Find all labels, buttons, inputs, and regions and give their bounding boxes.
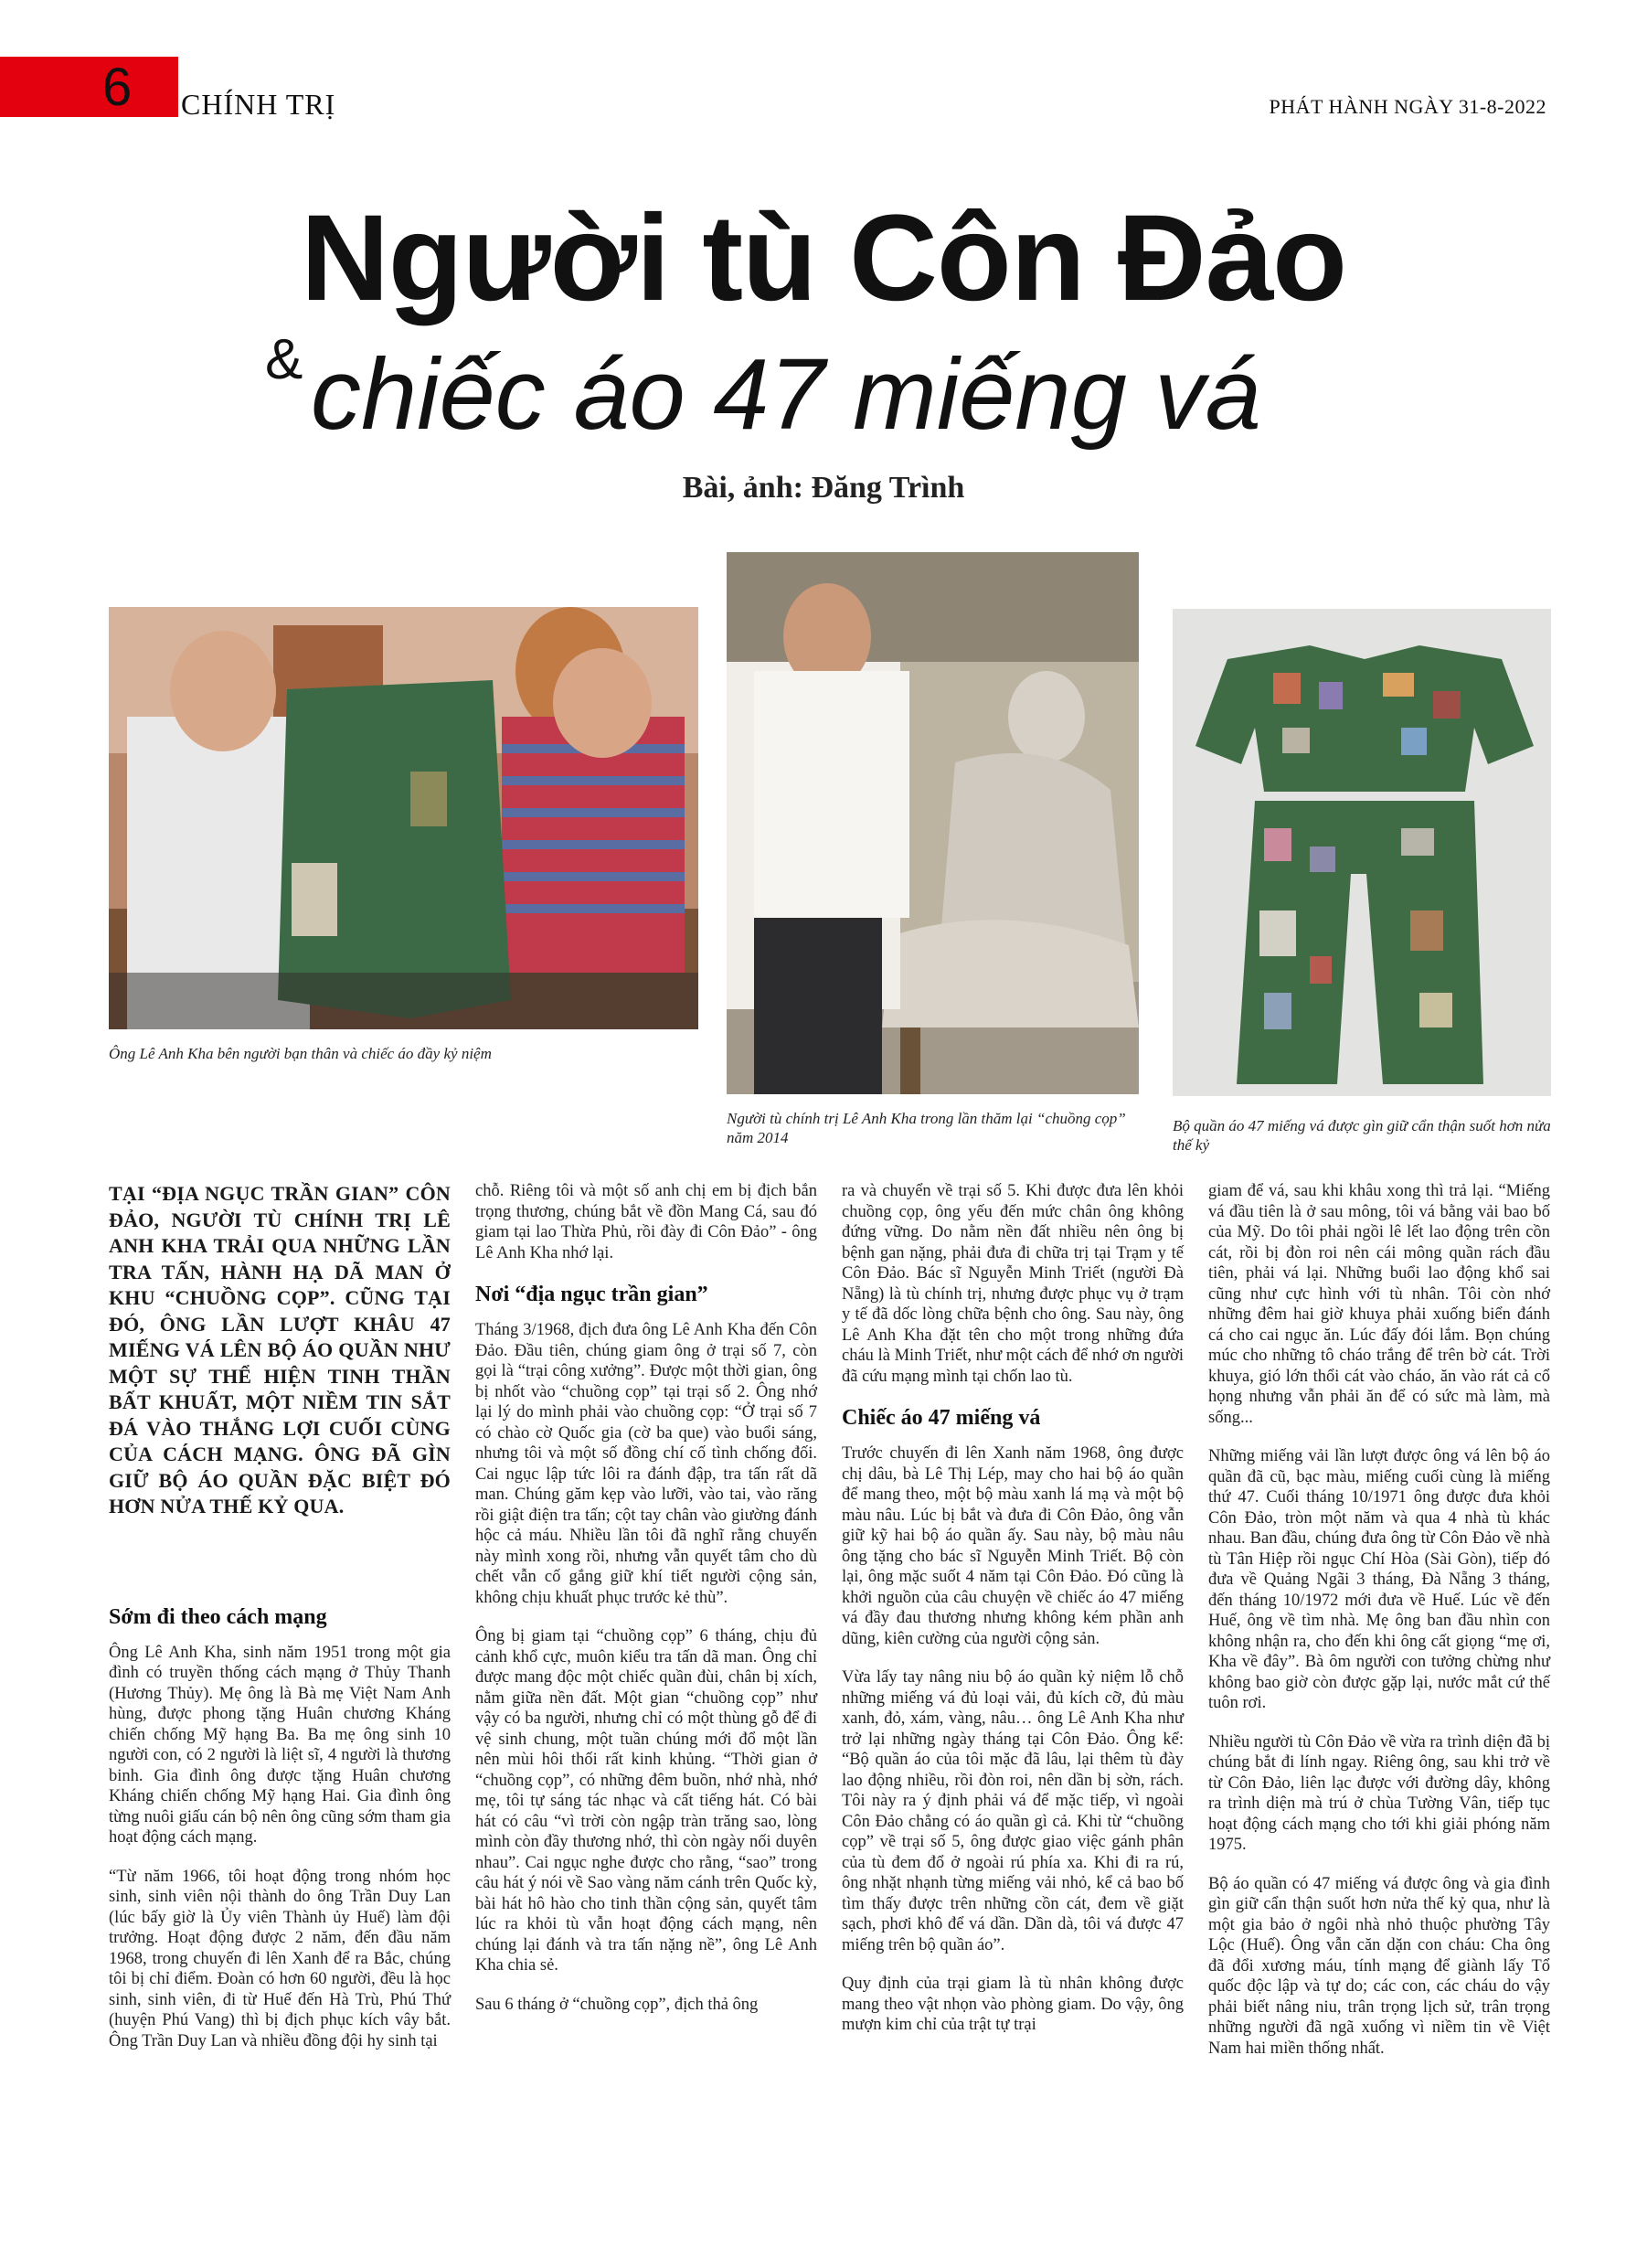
column-1 [109, 1181, 451, 2070]
paragraph: Bộ áo quần có 47 miếng vá được ông và gia đình gìn giữ cẩn thận suốt hơn nửa thế kỷ qua, như là một gia bảo ở ngôi nhà nhỏ thuộc phường Tây Lộc (Huế). Ông vẫn căn dặn con cháu: Cha ông đã đổi xương máu, tính mạng để giành lấy Tổ quốc độc lập và tự do; các con, các cháu do vậy phải biết nâng niu, trân trọng lịch sử, trân trọng những người đã ngã xuống vì niềm tin về Việt Nam hai miền thống nhất. [1208, 1874, 1550, 2058]
paragraph: Ông bị giam tại “chuồng cọp” 6 tháng, chịu đủ cảnh khổ cực, muôn kiểu tra tấn dã man. Ông chỉ được mang độc một chiếc quần đùi, chân bị xích, nằm giữa nền đất. Một gian “chuồng cọp” như vậy có ba người, nhưng chỉ có một thùng gỗ để đi vệ sinh chung, một tuần chúng mới đổ một lần nên mùi hôi thối rất kinh khủng. “Thời gian ở “chuồng cọp”, có những đêm buồn, nhớ nhà, nhớ mẹ, tôi tự sáng tác nhạc và cất tiếng hát. Có bài hát có câu “vì trời còn ngập tràn trăng sao, lòng mình còn đầy thương nhớ, thì còn ngày nối duyên nhau”. Cai ngục nghe được cho rằng, “sao” trong câu hát ý nói về Sao vàng năm cánh trên Quốc kỳ, bài hát hô hào cho tinh thần cộng sản, quyết tâm lúc ra khỏi tù vẫn hoạt động cách mạng, nên chúng lại đánh và tra tấn nặng nề”, ông Lê Anh Kha chia sẻ. [475, 1627, 817, 1975]
paragraph: Quy định của trại giam là tù nhân không được mang theo vật nhọn vào phòng giam. Do vậy, ông mượn kim chỉ của trật tự trại [842, 1975, 1184, 2034]
photo-caption-3: Bộ quần áo 47 miếng vá được gìn giữ cẩn thận suốt hơn nửa thế kỷ [1173, 1117, 1551, 1154]
issue-date: PHÁT HÀNH NGÀY 31-8-2022 [1269, 95, 1546, 118]
subhead-early-revolution: Sớm đi theo cách mạng [109, 1604, 327, 1629]
byline: Bài, ảnh: Đăng Trình [682, 471, 965, 505]
photo-caption-1: Ông Lê Anh Kha bên người bạn thân và chiếc áo đầy kỷ niệm [109, 1045, 492, 1062]
subhead-hell-on-earth: Nơi “địa ngục trần gian” [475, 1283, 708, 1306]
paragraph: ra và chuyển về trại số 5. Khi được đưa lên khỏi chuồng cọp, ông yếu đến mức chân ông không đứng vững. Do nằm nền đất nhiều nên ông bị bệnh gan nặng, phải đưa đi chữa trị tại Trạm y tế Côn Đảo. Bác sĩ Nguyễn Minh Triết (người Đà Nẵng) là tù chính trị, nhưng được phục vụ ở trạm y tế đã dốc lòng chữa bệnh cho ông. Sau này, ông Lê Anh Kha đặt tên cho một trong những đứa cháu là Minh Triết, như một cách để nhớ ơn người đã cứu mạng mình tại chốn lao tù. [842, 1182, 1184, 1386]
column-4 [1208, 1181, 1550, 2077]
photo-patched-clothes [1173, 609, 1551, 1096]
section-name: CHÍNH TRỊ [181, 88, 336, 121]
paragraph: Tháng 3/1968, địch đưa ông Lê Anh Kha đến Côn Đảo. Đầu tiên, chúng giam ông ở trại số 7, còn gọi là “trại công xưởng”. Được một thời gian, ông bị nhốt vào “chuồng cọp” tại trại số 2. Ông nhớ lại lý do mình phải vào chuồng cọp: “Ở trại số 7 có chào cờ Quốc gia (cờ ba que) vào buổi sáng, nhưng tôi và một số đồng chí cố tình chống đối. Cai ngục lập tức lôi ra đánh đập, tra tấn rất dã man. Chúng găm kẹp vào lưỡi, vào tai, vào răng rồi giật điện tra tấn; cột tay chân vào giường đánh hộc cả máu. Nhiều lần tôi đã nghĩ rằng chuyến này mình xong rồi, nhưng vẫn quyết tâm cho dù chết vẫn cố gắng giữ khí tiết người cộng sản, không chịu khuất phục trước kẻ thù”. [475, 1321, 817, 1607]
paragraph: Ông Lê Anh Kha, sinh năm 1951 trong một gia đình có truyền thống cách mạng ở Thủy Thanh (Hương Thủy). Mẹ ông là Bà mẹ Việt Nam Anh hùng, được phong tặng Huân chương Kháng chiến chống Mỹ hạng Ba. Ba mẹ ông sinh 10 người con, có 2 người là liệt sĩ, 4 người là thương binh. Gia đình ông được tặng Huân chương Kháng chiến chống Mỹ hạng Hai. Gia đình ông từng nuôi giấu cán bộ nên ông cũng sớm tham gia hoạt động cách mạng. [109, 1643, 451, 1847]
photo-two-men-with-shirt [109, 607, 698, 1029]
column-2 [475, 1181, 817, 2033]
title-ampersand: & [265, 328, 303, 391]
article-subtitle: chiếc áo 47 miếng vá [311, 338, 1261, 451]
paragraph: Nhiều người tù Côn Đảo về vừa ra trình diện đã bị chúng bắt đi lính ngay. Riêng ông, sau khi trở về từ Côn Đảo, liên lạc được với đường dây, không ra trình diện mà trú ở chùa Tường Vân, tiếp tục hoạt động cách mạng cho tới khi giải phóng năm 1975. [1208, 1732, 1550, 1854]
paragraph: “Từ năm 1966, tôi hoạt động trong nhóm học sinh, sinh viên nội thành do ông Trần Duy Lan (lúc bấy giờ là Ủy viên Thành ủy Huế) làm đội trưởng. Hoạt động được 2 năm, đến đầu năm 1968, trong chuyến đi lên Xanh để ra Bắc, chúng tôi bị chỉ điểm. Đoàn có hơn 60 người, đều là học sinh, sinh viên, đi từ Huế đến Hà Trù, Phú Thứ (huyện Phú Vang) thì bị địch phục kích vây bắt. Ông Trần Duy Lan và nhiều đồng đội hy sinh tại [109, 1867, 451, 2050]
paragraph: Sau 6 tháng ở “chuồng cọp”, địch thả ông [475, 1995, 759, 2014]
paragraph: Vừa lấy tay nâng niu bộ áo quần kỷ niệm lỗ chỗ những miếng vá đủ loại vải, đủ kích cỡ, đủ màu xanh, đỏ, xám, vàng, nâu… ông Lê Anh Kha như trở lại những ngày tháng tại Côn Đảo. Ông kể: “Bộ quần áo của tôi mặc đã lâu, lại thêm tù đày lao động nhiều, rồi đòn roi, nên dần bị sờn, rách. Tôi này ra ý định phải vá để mặc tiếp, vì ngoài Côn Đảo chẳng có áo quần gì cả. Khi từ “chuồng cọp” về trại số 5, ông được giao việc gánh phân của tù đem đổ ở ngoài rú phía xa. Khi đi ra rú, ông nhặt nhạnh từng miếng vải nhỏ, kể cả bao bố tìm thấy được trên những cồn cát, đem về giặt sạch, phơi khô để vá dần. Dần dà, tôi vá được 47 miếng trên bộ quần áo”. [842, 1668, 1184, 1954]
subhead-47-patches: Chiếc áo 47 miếng vá [842, 1406, 1041, 1430]
lead-paragraph: TẠI “ĐỊA NGỤC TRẦN GIAN” CÔN ĐẢO, NGƯỜI TÙ CHÍNH TRỊ LÊ ANH KHA TRẢI QUA NHỮNG LẦN TRA TẤN, HÀNH HẠ DÃ MAN Ở KHU “CHUỒNG CỌP”. CŨNG TẠI ĐÓ, ÔNG LẦN LƯỢT KHÂU 47 MIẾNG VÁ LÊN BỘ ÁO QUẦN NHƯ MỘT SỰ THỂ HIỆN TINH THẦN BẤT KHUẤT, MỘT NIỀM TIN SẮT ĐÁ VÀO THẮNG LỢI CUỐI CÙNG CỦA CÁCH MẠNG. ÔNG ĐÃ GÌN GIỮ BỘ ÁO QUẦN ĐẶC BIỆT ĐÓ HƠN NỬA THẾ KỶ QUA. [109, 1182, 451, 1517]
article-title: Người tù Côn Đảo [301, 190, 1346, 326]
paragraph: giam để vá, sau khi khâu xong thì trả lại. “Miếng vá đầu tiên là ở sau mông, tôi vá bằng vải bao bố của Mỹ. Do tôi phải ngồi lê lết lao động trên cồn cát, rồi bị đòn roi nên cái mông quần rách đầu tiên, phải vá lại. Những buổi lao động khổ sai cũng như cực hình với tù nhân. Tôi còn nhớ những đêm hai giờ khuya phải xuống biển đánh cá cho cai ngục ăn. Lúc đấy đói lắm. Bọn chúng múc cho những tô cháo trắng để trên bờ cát. Trời khuya, gió lớn thổi cát vào cháo, ăn vào rát cả cổ họng nhưng vẫn phải ăn để có sức mà làm, mà sống... [1208, 1182, 1550, 1427]
photo-tiger-cage-visit [727, 552, 1139, 1094]
column-3 [842, 1181, 1184, 2054]
page-number-block [0, 57, 178, 117]
photo-caption-2: Người tù chính trị Lê Anh Kha trong lần thăm lại “chuồng cọp” năm 2014 [727, 1110, 1126, 1146]
page-number: 6 [102, 58, 133, 117]
paragraph: Trước chuyến đi lên Xanh năm 1968, ông được chị dâu, bà Lê Thị Lép, may cho hai bộ áo quần để mang theo, một bộ màu xanh lá mạ và một bộ màu nâu. Lúc bị bắt và đưa đi Côn Đảo, ông vẫn giữ kỹ hai bộ áo quần ấy. Sau này, bộ màu nâu ông tặng cho bác sĩ Nguyễn Minh Triết. Bộ còn lại, ông mặc suốt 4 năm tại Côn Đảo. Đó cũng là khởi nguồn của câu chuyện về chiếc áo 47 miếng vá đầy đau thương nhưng không kém phần anh dũng, kiên cường của người cộng sản. [842, 1444, 1184, 1648]
paragraph: chỗ. Riêng tôi và một số anh chị em bị địch bắn trọng thương, chúng bắt về đồn Mang Cá, sau đó giam tại lao Thừa Phủ, rồi đày đi Côn Đảo” - ông Lê Anh Kha nhớ lại. [475, 1182, 817, 1262]
paragraph: Những miếng vải lần lượt được ông vá lên bộ áo quần đã cũ, bạc màu, miếng cuối cùng là miếng thứ 47. Cuối tháng 10/1971 ông được đưa khỏi Côn Đảo, tròn một năm và qua 4 nhà tù khác nhau. Ban đầu, chúng đưa ông từ Côn Đảo về nhà tù Tân Hiệp rồi ngục Chí Hòa (Sài Gòn), tiếp đó đưa về Quảng Ngãi 3 tháng, Đà Nẵng 3 tháng, đến tháng 10/1972 mới đưa về Huế. Lúc về đến Huế, ông về tìm nhà. Mẹ ông ban đầu nhìn con không nhận ra, cho đến khi ông cất giọng “mẹ ơi, Kha về đây”. Bà ôm người con tưởng chừng như không bao giờ còn được gặp lại, nước mắt cứ thế tuôn rơi. [1208, 1447, 1550, 1712]
